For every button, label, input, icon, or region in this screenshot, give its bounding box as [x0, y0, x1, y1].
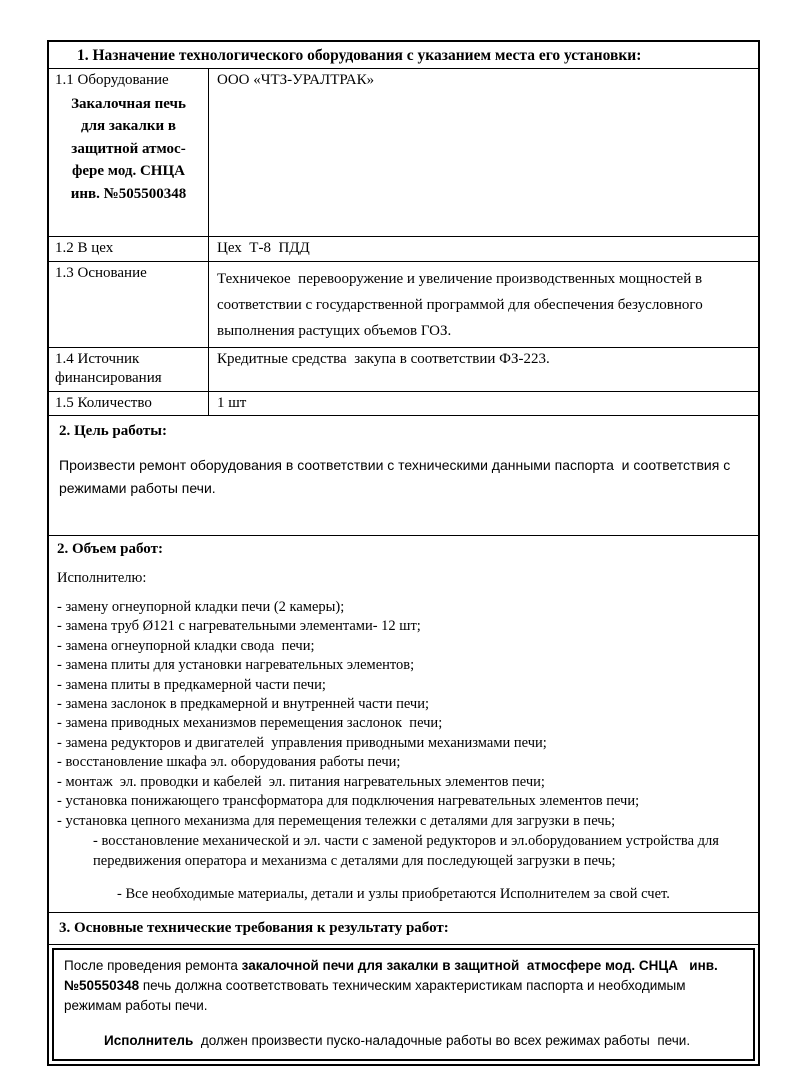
table-row-basis: [49, 262, 758, 348]
section3-title: 3. Основные технические требования к результату работ:: [49, 913, 758, 946]
table-row-financing: [49, 348, 758, 392]
scope-note: - Все необходимые материалы, детали и узлы приобретаются Исполнителем за свой счет.: [117, 885, 670, 902]
section-scope: [49, 536, 758, 913]
scope-item: - установка цепного механизма для перемещения тележки с деталями для загрузки в печь;: [57, 812, 616, 829]
scope-item: - замена плиты в предкамерной части печи;: [57, 676, 326, 693]
section3-paragraph-1: [64, 956, 743, 1015]
row-1-1-label-cell: [49, 69, 209, 236]
row-1-3-label: 1.3 Основание: [49, 262, 209, 347]
p1-bold-text: закалочной печи для закалки в защитной атмосфере мод. СНЦА инв. №50550348: [64, 958, 722, 993]
equipment-name-line: для закалки в: [81, 118, 176, 135]
row-1-1-label: 1.1 Оборудование: [55, 72, 169, 89]
scope-item: - замена огнеупорной кладки свода печи;: [57, 637, 315, 654]
section1-title: 1. Назначение технологического оборудования с указанием места его установки:: [49, 42, 758, 69]
p1-text: печь должна соответствовать техническим характеристикам паспорта и необходимым режимам работы печи.: [64, 977, 690, 1013]
table-row-quantity: [49, 392, 758, 417]
equipment-name-line: фере мод. СНЦА: [72, 163, 185, 180]
scope-item: - установка понижающего трансформатора для подключения нагревательных элементов печи;: [57, 793, 640, 810]
scope-item: - замену огнеупорной кладки печи (2 камеры);: [57, 598, 345, 615]
scope-item: - замена труб Ø121 с нагревательными элементами- 12 шт;: [57, 618, 421, 635]
scope-intro: Исполнителю:: [57, 569, 147, 586]
scope-item: - замена редукторов и двигателей управления приводными механизмами печи;: [57, 734, 547, 751]
row-1-3-value: Техничекое перевооружение и увеличение производственных мощностей в соответствии с государственной программой для обеспечения безусловного выполнения растущих объемов ГОЗ.: [217, 270, 707, 340]
p2-bold-text: Исполнитель: [104, 1033, 194, 1049]
goal-title: 2. Цель работы:: [59, 423, 167, 440]
scope-item: - замена заслонок в предкамерной и внутренней части печи;: [57, 696, 430, 713]
section3-paragraph-2: [64, 1031, 743, 1051]
table-row-equipment: [49, 69, 758, 237]
scope-item: - монтаж эл. проводки и кабелей эл. питания нагревательных элементов печи;: [57, 773, 545, 790]
p2-text: должен произвести пуско-наладочные работы во всех режимах работы печи.: [193, 1033, 691, 1049]
row-1-1-value: ООО «ЧТЗ-УРАЛТРАК»: [217, 72, 375, 89]
row-1-5-value: 1 шт: [217, 394, 247, 411]
scope-item: - замена плиты для установки нагревательных элементов;: [57, 657, 415, 674]
row-1-2-label: 1.2 В цех: [49, 237, 209, 261]
equipment-name-line: инв. №505500348: [70, 185, 187, 202]
row-1-5-label: 1.5 Количество: [49, 392, 209, 416]
section3-body-box: [52, 948, 755, 1060]
table-row-workshop: [49, 237, 758, 262]
document-table: [47, 40, 760, 1066]
scope-item: - замена приводных механизмов перемещения заслонок печи;: [57, 715, 443, 732]
goal-body: Произвести ремонт оборудования в соответствии с техническими данными паспорта и соответствия с режимами работы печи.: [59, 456, 735, 497]
scope-sub-item: - восстановление механической и эл. части с заменой редукторов и эл.оборудованием устройства для передвижения оператора и механизма с деталями для последующей загрузки в печь;: [93, 832, 723, 870]
section-goal: [49, 416, 758, 536]
equipment-name-line: защитной атмос-: [71, 140, 186, 157]
scope-list: [57, 598, 750, 872]
row-1-4-label: 1.4 Источник финансирования: [49, 348, 209, 391]
section3-body-wrap: [49, 945, 758, 1063]
scope-title: 2. Объем работ:: [57, 541, 163, 558]
scope-item: - восстановление шкафа эл. оборудования работы печи;: [57, 754, 401, 771]
row-1-2-value: Цех Т-8 ПДД: [217, 240, 310, 257]
equipment-name-line: Закалочная печь: [71, 95, 186, 112]
equipment-name: [55, 93, 202, 206]
p1-text: После проведения ремонта: [64, 958, 242, 974]
row-1-4-value: Кредитные средства закупа в соответствии ФЗ-223.: [217, 350, 550, 367]
